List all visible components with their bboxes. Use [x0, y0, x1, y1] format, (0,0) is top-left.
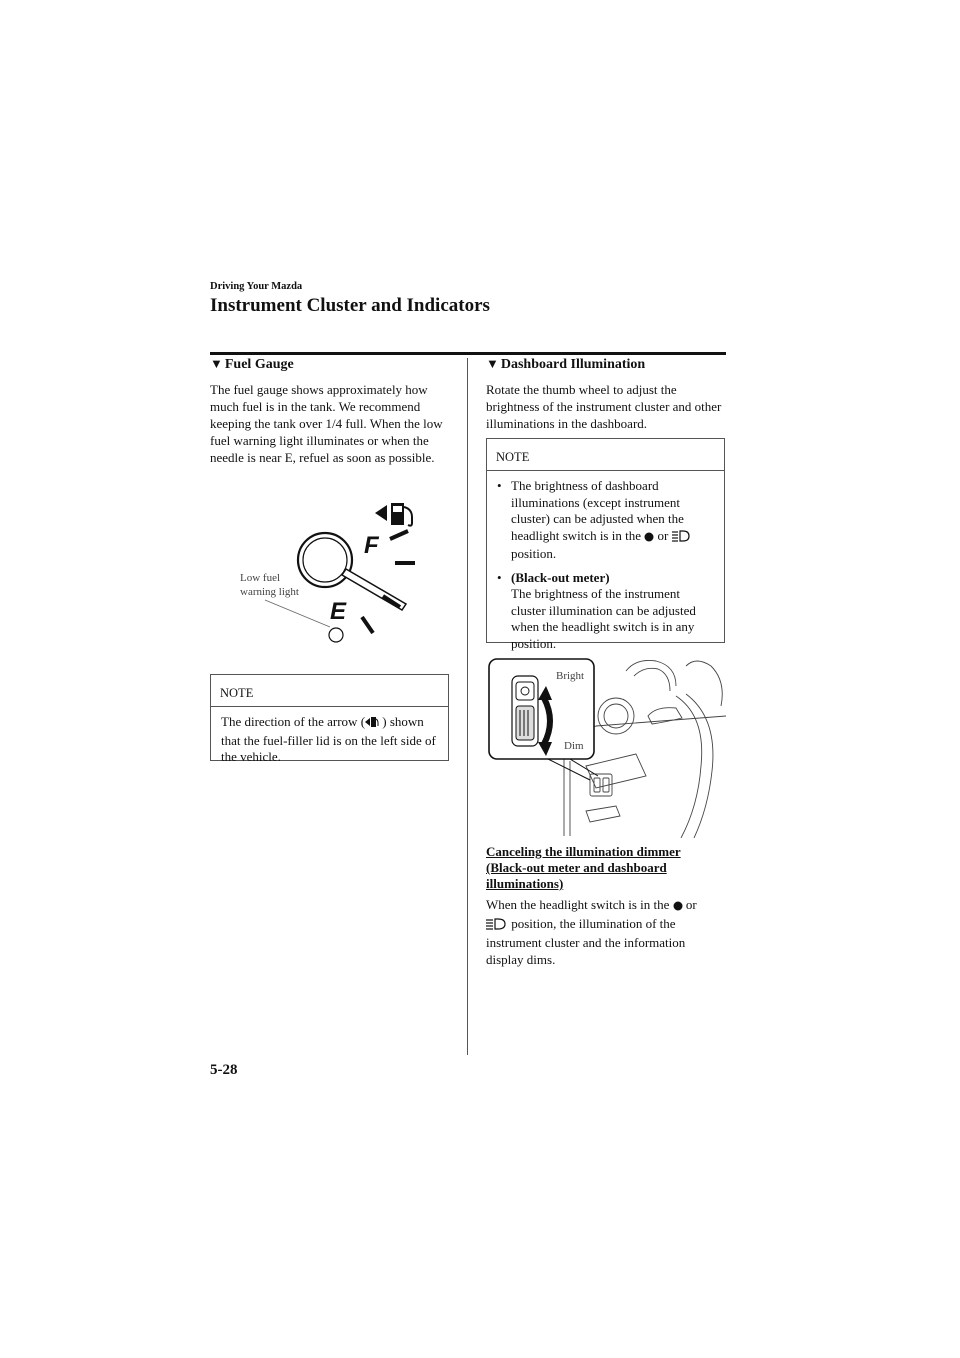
header-divider — [210, 352, 726, 355]
dim-label: Dim — [564, 740, 584, 752]
bullet-dot: • — [497, 478, 502, 493]
cancel-or: or — [685, 897, 697, 912]
triangle-icon: ▼ — [210, 356, 223, 371]
dashboard-illumination-title: Dashboard Illumination — [500, 357, 646, 372]
fuel-note-text-after: ) shown that the fuel-filler lid is on the left side of the vehicle. — [221, 714, 436, 764]
parking-light-icon — [644, 530, 654, 547]
note-bullet-1-text — [511, 478, 714, 563]
fuel-pump-arrow-icon — [365, 716, 379, 733]
bullet1-text-after: position. — [511, 546, 557, 561]
dashboard-illustration — [486, 656, 726, 838]
low-fuel-label-line2: warning light — [240, 586, 299, 598]
note-heading: NOTE — [487, 439, 724, 471]
fuel-note-text — [211, 707, 448, 766]
bright-label: Bright — [556, 670, 585, 682]
cancel-dimmer-body — [486, 896, 722, 968]
fuel-note-text-before: The direction of the arrow ( — [221, 714, 366, 729]
fuel-pump-icon — [375, 503, 412, 526]
note-bullet-1 — [497, 478, 714, 563]
full-mark: F — [364, 532, 379, 559]
triangle-icon: ▼ — [486, 356, 499, 371]
page-title: Instrument Cluster and Indicators — [210, 295, 490, 316]
low-fuel-label-line1: Low fuel — [240, 572, 281, 584]
fuel-gauge-body: The fuel gauge shows approximately how much fuel is in the tank. We recommend keeping the tank over 1/4 full. When the low fuel warning light illuminates or when the needle is near E, refuel as soon as possible. — [210, 382, 443, 465]
fuel-gauge-title: Fuel Gauge — [224, 357, 294, 372]
headlight-icon — [672, 530, 690, 547]
dashboard-illumination-body: Rotate the thumb wheel to adjust the brightness of the instrument cluster and other illuminations in the dashboard. — [486, 382, 722, 431]
page-number: 5-28 — [210, 1062, 238, 1078]
headlight-icon — [486, 917, 508, 934]
section-header: Driving Your Mazda — [210, 281, 303, 292]
low-fuel-warning-light — [329, 628, 343, 642]
parking-light-icon — [673, 898, 683, 915]
cancel-text-before: When the headlight switch is in the — [486, 897, 670, 912]
bullet2-title: (Black-out meter) — [511, 569, 610, 585]
note-bullet-2-text — [511, 570, 714, 653]
dashboard-illumination-heading — [486, 356, 645, 373]
bullet1-text-before: The brightness of dashboard illuminations (except instrument cluster) can be adjusted when the headlight switch is in the — [511, 478, 684, 543]
dashboard-diagram — [486, 656, 726, 838]
empty-mark: E — [330, 598, 347, 625]
fuel-gauge-diagram — [230, 495, 450, 650]
dashboard-note-body — [487, 471, 724, 652]
fuel-note-box — [210, 674, 449, 764]
bullet2-text: The brightness of the instrument cluster illumination can be adjusted when the headlight switch is in any position. — [511, 586, 696, 651]
cancel-dimmer-heading: Canceling the illumination dimmer (Black-out meter and dashboard illuminations) — [486, 844, 681, 891]
note-bullet-2 — [497, 570, 714, 653]
column-divider — [467, 358, 468, 1055]
dashboard-note-box — [486, 438, 725, 651]
bullet-dot: • — [497, 569, 502, 585]
cancel-text-after: position, the illumination of the instrument cluster and the information display dims. — [486, 916, 686, 967]
note-heading: NOTE — [211, 675, 448, 707]
fuel-gauge-heading — [210, 356, 294, 373]
bullet1-or: or — [657, 527, 669, 543]
